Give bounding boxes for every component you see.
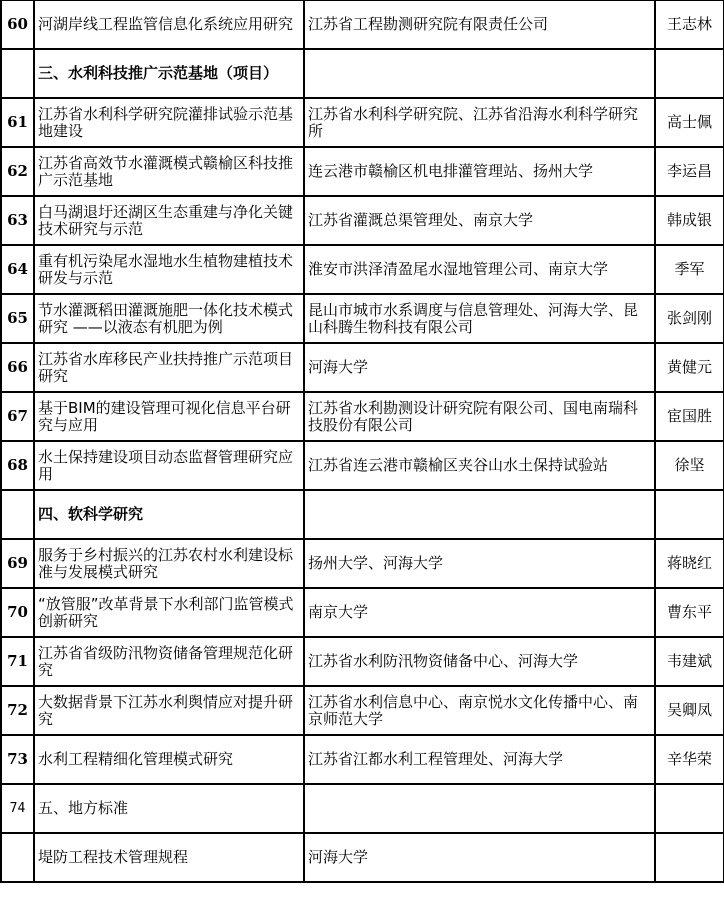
project-leader: 张剑刚 bbox=[655, 294, 724, 343]
table-row bbox=[1, 343, 724, 392]
row-number bbox=[1, 833, 34, 882]
section-title: 四、软科学研究 bbox=[34, 490, 304, 539]
table-row bbox=[1, 196, 724, 245]
row-number: 60 bbox=[1, 0, 34, 49]
table-row bbox=[1, 735, 724, 784]
project-name: 重有机污染尾水湿地水生植物建植技术研发与示范 bbox=[34, 245, 304, 294]
project-name: 堤防工程技术管理规程 bbox=[34, 833, 304, 882]
row-number: 70 bbox=[1, 588, 34, 637]
project-leader: 吴卿凤 bbox=[655, 686, 724, 735]
undertaking-units: 江苏省工程勘测研究院有限责任公司 bbox=[304, 0, 655, 49]
project-leader: 黄健元 bbox=[655, 343, 724, 392]
table-row bbox=[1, 539, 724, 588]
project-leader: 曹东平 bbox=[655, 588, 724, 637]
row-number: 62 bbox=[1, 147, 34, 196]
undertaking-units: 昆山市城市水系调度与信息管理处、河海大学、昆山科腾生物科技有限公司 bbox=[304, 294, 655, 343]
table-row bbox=[1, 833, 724, 882]
project-leader: 辛华荣 bbox=[655, 735, 724, 784]
row-number: 65 bbox=[1, 294, 34, 343]
row-number: 66 bbox=[1, 343, 34, 392]
empty-cell bbox=[304, 784, 655, 833]
project-leader: 韩成银 bbox=[655, 196, 724, 245]
project-leader: 王志林 bbox=[655, 0, 724, 49]
project-leader bbox=[655, 833, 724, 882]
undertaking-units: 河海大学 bbox=[304, 833, 655, 882]
section-row bbox=[1, 784, 724, 833]
project-name: 江苏省水利科学研究院灌排试验示范基地建设 bbox=[34, 98, 304, 147]
row-number: 68 bbox=[1, 441, 34, 490]
project-name: 江苏省高效节水灌溉模式赣榆区科技推广示范基地 bbox=[34, 147, 304, 196]
project-name: 水土保持建设项目动态监督管理研究应用 bbox=[34, 441, 304, 490]
undertaking-units: 江苏省连云港市赣榆区夹谷山水土保持试验站 bbox=[304, 441, 655, 490]
project-leader: 蒋晓红 bbox=[655, 539, 724, 588]
table-row bbox=[1, 392, 724, 441]
table-row bbox=[1, 98, 724, 147]
section-row bbox=[1, 490, 724, 539]
undertaking-units: 扬州大学、河海大学 bbox=[304, 539, 655, 588]
undertaking-units: 江苏省水利勘测设计研究院有限公司、国电南瑞科技股份有限公司 bbox=[304, 392, 655, 441]
project-name: 白马湖退圩还湖区生态重建与净化关键技术研究与示范 bbox=[34, 196, 304, 245]
row-number: 69 bbox=[1, 539, 34, 588]
undertaking-units: 江苏省江都水利工程管理处、河海大学 bbox=[304, 735, 655, 784]
undertaking-units: 江苏省灌溉总渠管理处、南京大学 bbox=[304, 196, 655, 245]
table-row bbox=[1, 637, 724, 686]
table-row bbox=[1, 588, 724, 637]
undertaking-units: 河海大学 bbox=[304, 343, 655, 392]
undertaking-units: 江苏省水利科学研究院、江苏省沿海水利科学研究所 bbox=[304, 98, 655, 147]
project-leader: 韦建斌 bbox=[655, 637, 724, 686]
table-row bbox=[1, 686, 724, 735]
row-number: 74 bbox=[1, 784, 34, 833]
row-number: 73 bbox=[1, 735, 34, 784]
empty-cell bbox=[655, 784, 724, 833]
project-name: “放管服”改革背景下水利部门监管模式创新研究 bbox=[34, 588, 304, 637]
project-name: 节水灌溉稻田灌溉施肥一体化技术模式研究 ——以液态有机肥为例 bbox=[34, 294, 304, 343]
undertaking-units: 江苏省水利防汛物资储备中心、河海大学 bbox=[304, 637, 655, 686]
row-number bbox=[1, 49, 34, 98]
project-leader: 高士佩 bbox=[655, 98, 724, 147]
row-number bbox=[1, 490, 34, 539]
empty-cell bbox=[655, 490, 724, 539]
empty-cell bbox=[655, 49, 724, 98]
section-title: 五、地方标准 bbox=[34, 784, 304, 833]
undertaking-units: 江苏省水利信息中心、南京悦水文化传播中心、南京师范大学 bbox=[304, 686, 655, 735]
project-name: 基于BIM的建设管理可视化信息平台研究与应用 bbox=[34, 392, 304, 441]
table-row bbox=[1, 147, 724, 196]
project-name: 服务于乡村振兴的江苏农村水利建设标准与发展模式研究 bbox=[34, 539, 304, 588]
project-leader: 李运昌 bbox=[655, 147, 724, 196]
row-number: 64 bbox=[1, 245, 34, 294]
row-number: 67 bbox=[1, 392, 34, 441]
empty-cell bbox=[304, 490, 655, 539]
project-leader: 徐坚 bbox=[655, 441, 724, 490]
undertaking-units: 南京大学 bbox=[304, 588, 655, 637]
table-row bbox=[1, 294, 724, 343]
table-row bbox=[1, 0, 724, 49]
project-name: 江苏省省级防汛物资储备管理规范化研究 bbox=[34, 637, 304, 686]
row-number: 61 bbox=[1, 98, 34, 147]
project-name: 水利工程精细化管理模式研究 bbox=[34, 735, 304, 784]
project-name: 大数据背景下江苏水利舆情应对提升研究 bbox=[34, 686, 304, 735]
table-row bbox=[1, 245, 724, 294]
empty-cell bbox=[304, 49, 655, 98]
section-row bbox=[1, 49, 724, 98]
table-body bbox=[1, 0, 724, 882]
row-number: 71 bbox=[1, 637, 34, 686]
project-name: 河湖岸线工程监管信息化系统应用研究 bbox=[34, 0, 304, 49]
table-row bbox=[1, 441, 724, 490]
project-leader: 宦国胜 bbox=[655, 392, 724, 441]
project-name: 江苏省水库移民产业扶持推广示范项目研究 bbox=[34, 343, 304, 392]
row-number: 63 bbox=[1, 196, 34, 245]
row-number: 72 bbox=[1, 686, 34, 735]
section-title: 三、水利科技推广示范基地（项目） bbox=[34, 49, 304, 98]
undertaking-units: 淮安市洪泽清盈尾水湿地管理公司、南京大学 bbox=[304, 245, 655, 294]
undertaking-units: 连云港市赣榆区机电排灌管理站、扬州大学 bbox=[304, 147, 655, 196]
project-leader: 季军 bbox=[655, 245, 724, 294]
